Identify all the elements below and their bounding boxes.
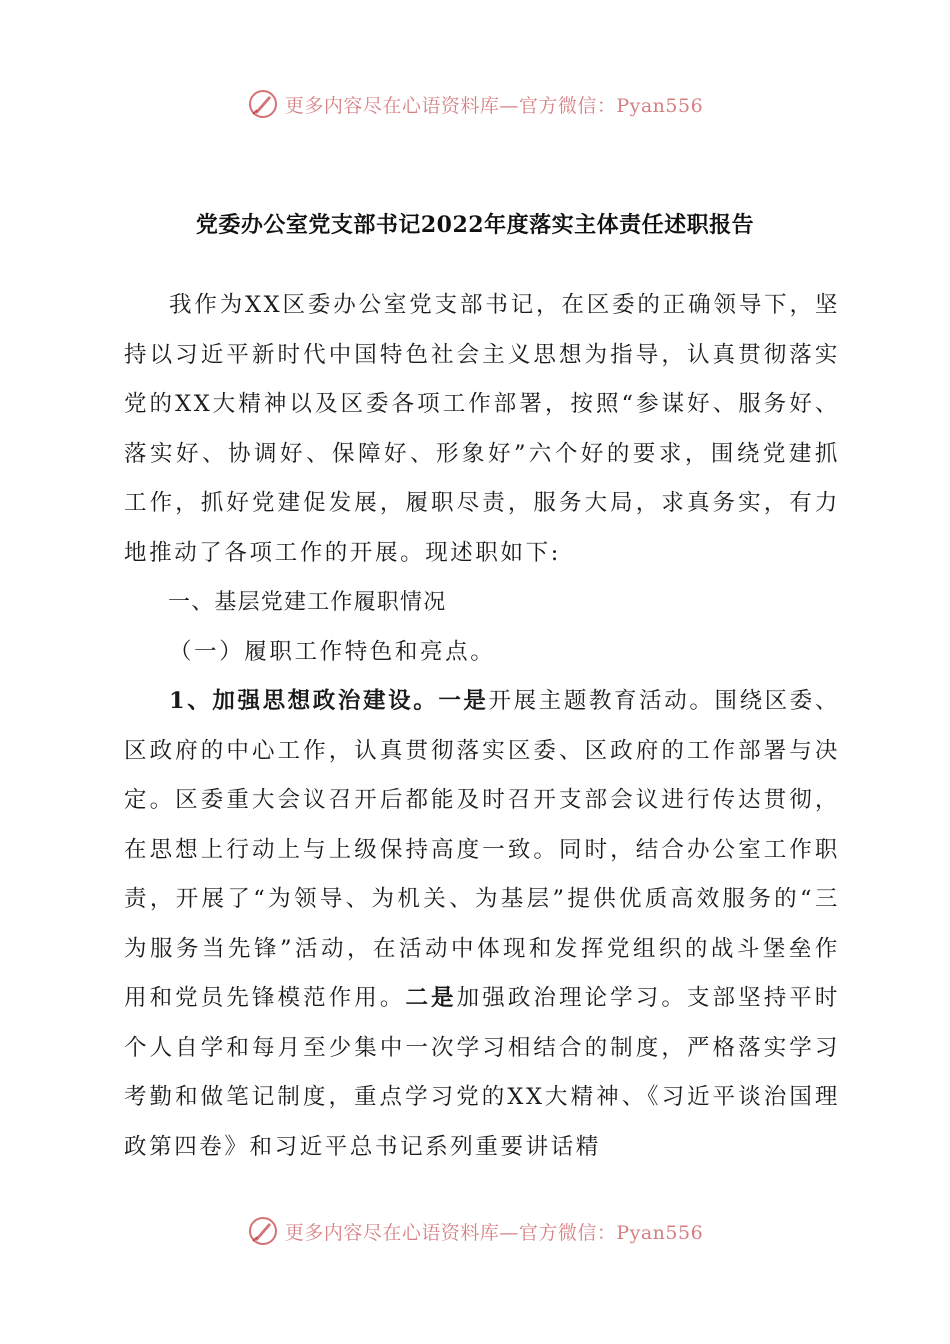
- watermark-text: 更多内容尽在心语资料库—官方微信：Pyan556: [284, 1221, 704, 1244]
- intro-paragraph: 我作为XX区委办公室党支部书记，在区委的正确领导下，坚持以习近平新时代中国特色社会主义思想为指导，认真贯彻落实党的XX大精神以及区委各项工作部署，按照“参谋好、服务好、落实好、协调好、保障好、形象好”六个好的要求，围绕党建抓工作，抓好党建促发展，履职尽责，服务大局，求真务实，有力地推动了各项工作的开展。现述职如下:: [124, 292, 840, 566]
- item-paragraph: [124, 677, 840, 1172]
- footer-watermark: [0, 1211, 950, 1251]
- watermark-text: 更多内容尽在心语资料库—官方微信：Pyan556: [284, 94, 704, 117]
- item-first-label: 一是: [438, 688, 489, 714]
- subsection-heading: （一）履职工作特色和亮点。: [169, 638, 496, 665]
- document-body: [124, 281, 840, 1172]
- item-second-label: 二是: [405, 985, 457, 1011]
- quill-circle-logo-icon: [247, 88, 279, 120]
- item-second-text: 加强政治理论学习。支部坚持平时个人自学和每月至少集中一次学习相结合的制度，严格落实学习考勤和做笔记制度，重点学习党的XX大精神、《习近平谈治国理政第四卷》和习近平总书记系列重要讲话精: [124, 985, 840, 1160]
- document-title: 党委办公室党支部书记2022年度落实主体责任述职报告: [195, 212, 755, 238]
- item-title: 1、加强思想政治建设。: [169, 688, 439, 714]
- section-heading: 一、基层党建工作履职情况: [168, 590, 447, 615]
- header-watermark: [0, 84, 950, 124]
- quill-circle-logo-icon: [247, 1215, 279, 1247]
- item-first-text: 开展主题教育活动。围绕区委、区政府的中心工作，认真贯彻落实区委、区政府的工作部署与决定。区委重大会议召开后都能及时召开支部会议进行传达贯彻，在思想上行动上与上级保持高度一致。同时，结合办公室工作职责，开展了“为领导、为机关、为基层”提供优质高效服务的“三为服务当先锋”活动，在活动中体现和发挥党组织的战斗堡垒作用和党员先锋模范作用。: [124, 688, 840, 1011]
